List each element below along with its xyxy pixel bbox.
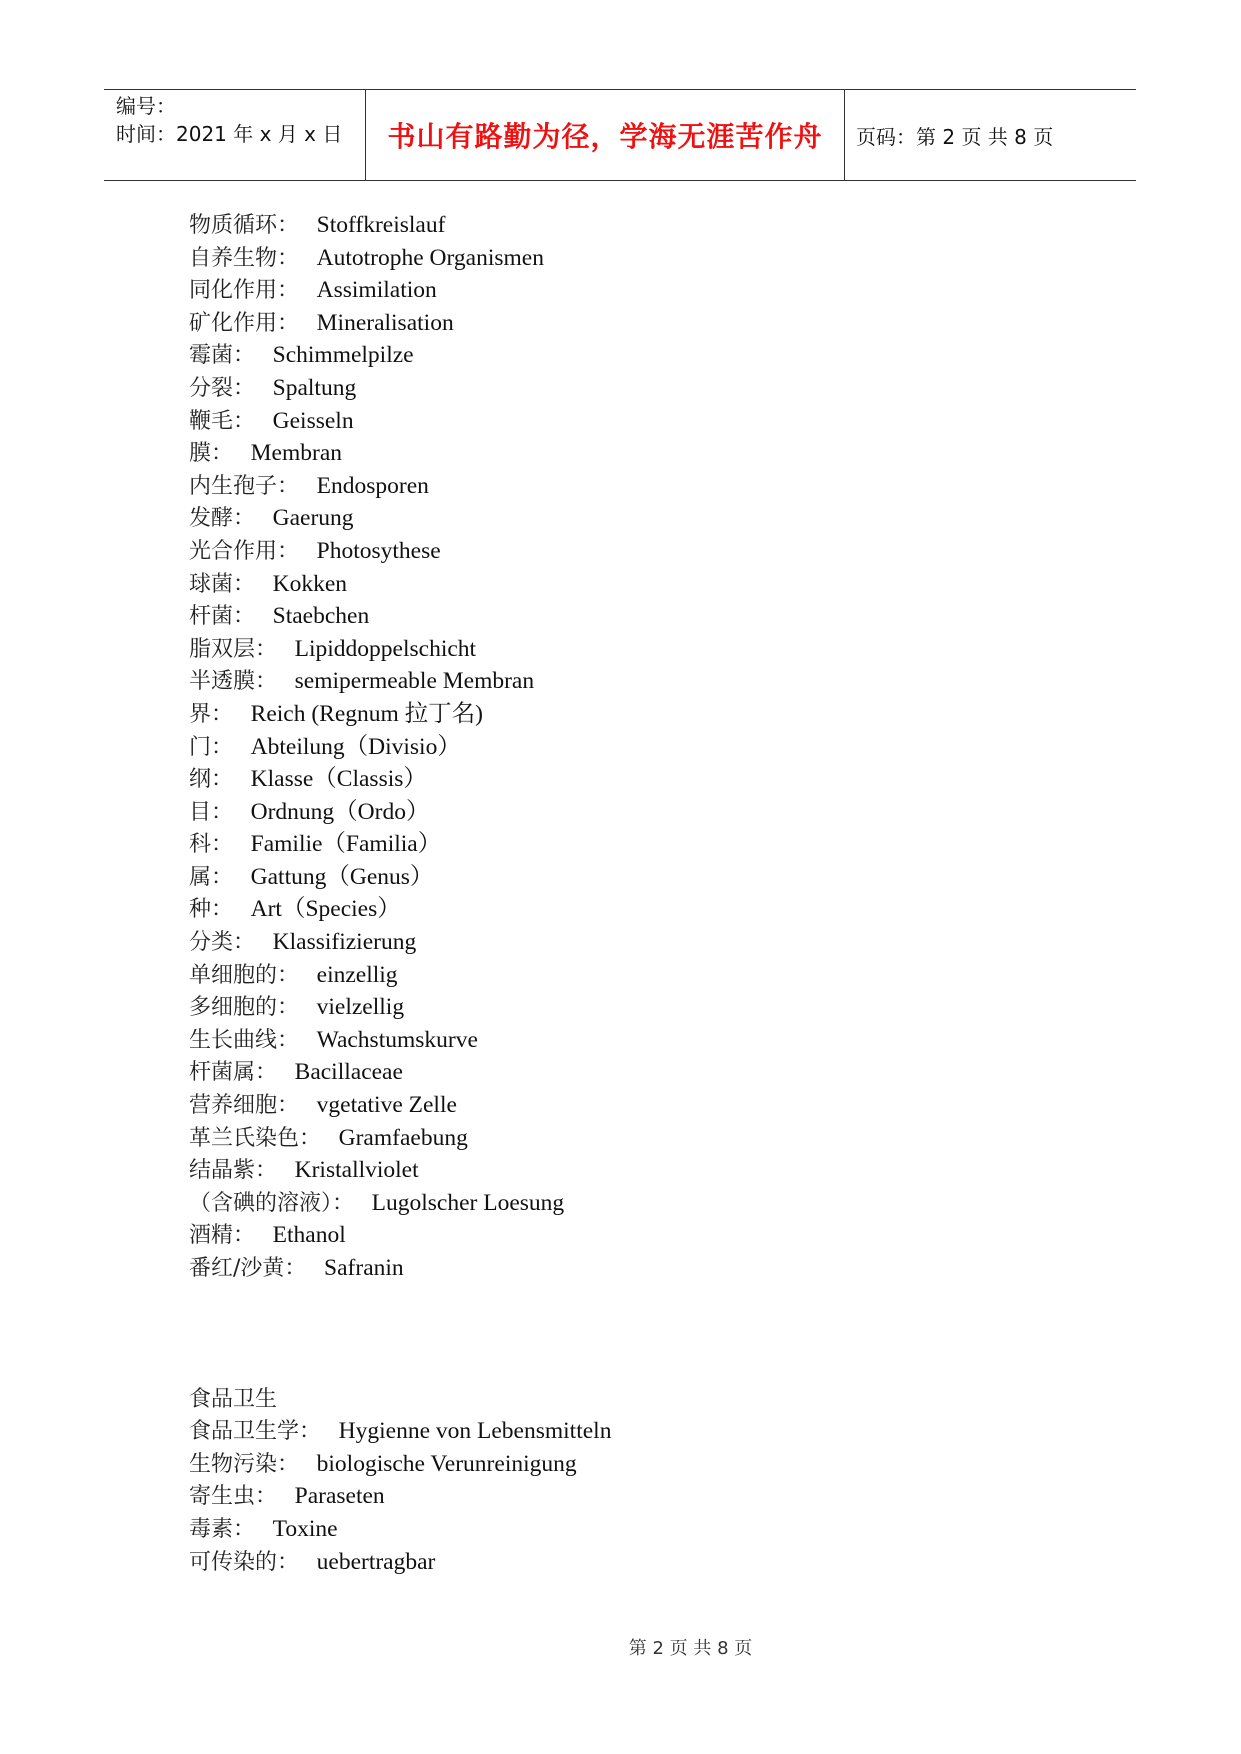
chinese-term: 营养细胞：: [189, 1093, 300, 1119]
chinese-term: 门：: [189, 734, 234, 760]
vocab-group-food-hygiene: [189, 1415, 611, 1578]
vocab-entry: [189, 698, 611, 731]
vocab-entry: [189, 209, 611, 242]
chinese-term: 多细胞的：: [189, 995, 300, 1021]
chinese-term: 膜：: [189, 441, 234, 467]
vocab-entry: [189, 731, 611, 764]
german-term: Klassifizierung: [272, 929, 417, 956]
chinese-term: 鞭毛：: [189, 408, 256, 434]
chinese-term: 番红/沙黄：: [189, 1256, 307, 1281]
german-term: Staebchen: [272, 603, 370, 630]
vocab-entry: [189, 828, 611, 861]
german-term: Geisseln: [272, 407, 354, 434]
german-term: Mineralisation: [316, 309, 454, 336]
page-footer: 第 2 页 共 8 页: [628, 1638, 753, 1659]
chinese-term: 生长曲线：: [189, 1027, 300, 1053]
german-term: Assimilation: [316, 277, 437, 304]
german-term: Hygienne von Lebensmitteln: [338, 1418, 612, 1445]
vocab-entry: [189, 1415, 611, 1448]
chinese-term: 杆菌属：: [189, 1060, 278, 1086]
chinese-term: 界：: [189, 701, 234, 727]
chinese-term: 杆菌：: [189, 604, 256, 630]
german-term: vgetative Zelle: [316, 1092, 457, 1119]
vocab-entry: [189, 307, 611, 340]
german-term: Safranin: [324, 1255, 404, 1281]
vocab-entry: [189, 405, 611, 438]
vocab-entry: [189, 763, 611, 796]
german-term: Familie（Familia）: [250, 831, 442, 858]
chinese-term: 发酵：: [189, 506, 256, 532]
chinese-term: 矿化作用：: [189, 310, 300, 336]
vocab-entry: [189, 1513, 611, 1546]
header-page-label: 页码：第 2 页 共 8 页: [856, 124, 1054, 149]
page-header: [104, 89, 1136, 181]
vocab-entry: [189, 372, 611, 405]
vocab-entry: [189, 1448, 611, 1481]
german-term: Photosythese: [316, 537, 441, 564]
german-term: vielzellig: [316, 994, 405, 1021]
vocab-entry: [189, 1056, 611, 1089]
german-term: Lipiddoppelschicht: [294, 635, 477, 662]
chinese-term: 寄生虫：: [189, 1484, 278, 1510]
vocab-entry: [189, 926, 611, 959]
chinese-term: 种：: [189, 897, 234, 923]
vocabulary-list: [189, 209, 611, 1578]
chinese-term: 同化作用：: [189, 278, 300, 304]
german-term: Autotrophe Organismen: [316, 244, 544, 271]
header-page-cell: [844, 90, 1136, 180]
german-term: Membran: [250, 440, 343, 467]
chinese-term: 分裂：: [189, 375, 256, 401]
german-term: Abteilung（Divisio）: [250, 733, 461, 760]
chinese-term: （含碘的溶液）：: [189, 1190, 355, 1216]
chinese-term: 霉菌：: [189, 343, 256, 369]
chinese-term: 自养生物：: [189, 245, 300, 271]
chinese-term: 食品卫生学：: [189, 1419, 322, 1445]
vocab-group-microbiology: [189, 209, 611, 1285]
vocab-entry: [189, 893, 611, 926]
german-term: Stoffkreislauf: [316, 212, 446, 238]
german-term: Paraseten: [294, 1483, 385, 1510]
german-term: semipermeable Membran: [294, 668, 535, 695]
chinese-term: 毒素：: [189, 1516, 256, 1542]
german-term: Spaltung: [272, 374, 357, 401]
chinese-term: 属：: [189, 864, 234, 890]
chinese-term: 脂双层：: [189, 636, 278, 662]
chinese-term: 光合作用：: [189, 538, 300, 564]
vocab-entry: [189, 1089, 611, 1122]
german-term: Ethanol: [272, 1222, 346, 1249]
vocab-entry: [189, 339, 611, 372]
german-term: Gaerung: [272, 505, 354, 532]
chinese-term: 单细胞的：: [189, 962, 300, 988]
vocab-entry: [189, 861, 611, 894]
chinese-term: 酒精：: [189, 1223, 256, 1249]
german-term: Art（Species）: [250, 896, 401, 923]
chinese-term: 可传染的：: [189, 1549, 300, 1575]
document-time-label: 时间：2021 年 x 月 x 日: [116, 122, 343, 146]
chinese-term: 球菌：: [189, 571, 256, 597]
vocab-entry: [189, 1122, 611, 1155]
vocab-entry: [189, 437, 611, 470]
section-spacer: [189, 1285, 611, 1383]
chinese-term: 半透膜：: [189, 669, 278, 695]
vocab-entry: [189, 242, 611, 275]
section-title: 食品卫生: [189, 1386, 278, 1412]
header-meta-cell: [104, 90, 366, 180]
german-term: Bacillaceae: [294, 1059, 403, 1086]
vocab-entry: [189, 991, 611, 1024]
chinese-term: 生物污染：: [189, 1451, 300, 1477]
vocab-entry: [189, 633, 611, 666]
german-term: uebertragbar: [316, 1548, 436, 1575]
vocab-entry: [189, 796, 611, 829]
chinese-term: 结晶紫：: [189, 1158, 278, 1184]
chinese-term: 纲：: [189, 767, 234, 793]
german-term: Schimmelpilze: [272, 342, 414, 369]
german-term: Kokken: [272, 570, 348, 597]
vocab-entry: [189, 535, 611, 568]
german-term: Reich (Regnum 拉丁名): [250, 700, 483, 727]
german-term: Kristallviolet: [294, 1157, 419, 1184]
german-term: biologische Verunreinigung: [316, 1450, 577, 1477]
chinese-term: 科：: [189, 832, 234, 858]
vocab-entry: [189, 502, 611, 535]
vocab-entry: [189, 568, 611, 601]
vocab-entry: [189, 1252, 611, 1285]
german-term: Lugolscher Loesung: [371, 1189, 565, 1216]
chinese-term: 革兰氏染色：: [189, 1125, 322, 1151]
chinese-term: 分类：: [189, 930, 256, 956]
vocab-entry: [189, 1187, 611, 1220]
vocab-entry: [189, 1219, 611, 1252]
german-term: Toxine: [272, 1515, 338, 1542]
vocab-entry: [189, 959, 611, 992]
vocab-entry: [189, 600, 611, 633]
german-term: Ordnung（Ordo）: [250, 798, 430, 825]
german-term: Gramfaebung: [338, 1124, 468, 1151]
motto-text: 书山有路勤为径，学海无涯苦作舟: [387, 120, 823, 153]
chinese-term: 目：: [189, 799, 234, 825]
vocab-entry: [189, 470, 611, 503]
german-term: Endosporen: [316, 472, 429, 499]
vocab-entry: [189, 1154, 611, 1187]
german-term: Klasse（Classis）: [250, 766, 427, 793]
vocab-entry: [189, 1546, 611, 1579]
chinese-term: 物质循环：: [189, 213, 300, 238]
vocab-entry: [189, 1024, 611, 1057]
german-term: einzellig: [316, 961, 398, 988]
vocab-entry: [189, 665, 611, 698]
vocab-entry: [189, 1480, 611, 1513]
chinese-term: 内生孢子：: [189, 473, 300, 499]
german-term: Gattung（Genus）: [250, 863, 434, 890]
vocab-entry: [189, 274, 611, 307]
header-motto-cell: [366, 90, 845, 180]
document-number-label: 编号：: [116, 94, 176, 118]
german-term: Wachstumskurve: [316, 1026, 478, 1053]
